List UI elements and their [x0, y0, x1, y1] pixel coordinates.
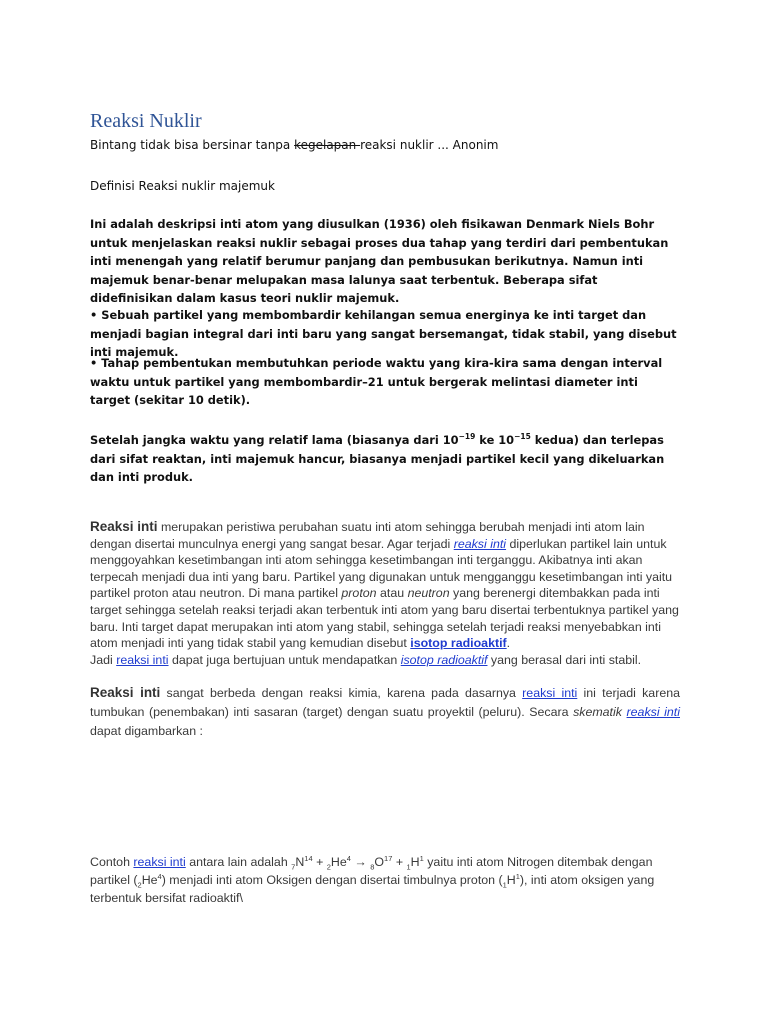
element-symbol: He [141, 873, 158, 887]
text: diperlukan partikel lain untuk menggoyahkan kesetimbangan inti atom sehingga kesetimbangan inti terganggu. Akibatnya inti akan terpecah menjadi dua inti yang baru. Partikel yang digunakan untuk mengganggu kesetimbangan inti yaitu partikel proton atau neutron. Di mana partikel [90, 536, 673, 601]
decay-text: ke 10 [475, 433, 515, 447]
text-italic: proton [341, 586, 377, 601]
text: . [506, 636, 511, 651]
bullet-item-1: • Sebuah partikel yang membombardir kehilangan semua energinya ke inti target dan menjadi bagian integral dari inti baru yang sangat bersemangat, tidak stabil, yang disebut inti majemuk. [90, 308, 677, 359]
reaksi-inti-paragraph-1 [90, 519, 680, 668]
superscript: 17 [384, 853, 393, 863]
element-symbol: O [374, 855, 385, 869]
text-italic: skematik [573, 705, 622, 719]
reaksi-inti-link[interactable]: reaksi inti [522, 686, 578, 700]
text: merupakan peristiwa perubahan suatu inti atom sehingga berubah menjadi inti atom lain dengan disertai munculnya energi yang sangat besar. Agar terjadi [90, 520, 645, 551]
struck-word: kegelapan [294, 138, 361, 152]
text: ini terjadi karena tumbukan (penembakan) inti sasaran (target) dengan suatu proyektil (peluru). Secara [90, 686, 680, 719]
text-italic: neutron [407, 586, 450, 601]
reaksi-inti-link[interactable]: reaksi inti [626, 705, 680, 719]
quote-line [90, 136, 680, 155]
text: atau [376, 586, 408, 601]
quote-author: reaksi nuklir ... Anonim [360, 138, 499, 152]
subscript: 1 [502, 880, 507, 890]
text: antara lain adalah [185, 855, 292, 869]
subscript: 7 [291, 862, 296, 872]
quote-text: Bintang tidak bisa bersinar tanpa [90, 138, 295, 152]
reaksi-inti-link[interactable]: reaksi inti [453, 536, 507, 551]
definition-heading: Definisi Reaksi nuklir majemuk [90, 179, 275, 193]
text: + [312, 855, 327, 869]
text: Jadi [90, 652, 117, 667]
text: dapat juga bertujuan untuk mendapatkan [168, 652, 401, 667]
isotop-radioaktif-link[interactable]: isotop radioaktif [410, 636, 507, 651]
contoh-reaksi-paragraph [90, 853, 680, 907]
element-symbol: N [295, 855, 305, 869]
reaksi-inti-paragraph-2 [90, 683, 680, 741]
subscript: 2 [137, 880, 142, 890]
intro-paragraph: Ini adalah deskripsi inti atom yang diusulkan (1936) oleh fisikawan Denmark Niels Bohr untuk menjelaskan reaksi nuklir sebagai proses dua tahap yang terdiri dari pembentukan inti menengah yang relatif berumur panjang dan pembusukan berikutnya. Namun inti majemuk benar-benar melupakan masa lalunya saat terbentuk. Beberapa sifat didefinisikan dalam kasus teori nuklir majemuk. [90, 217, 669, 305]
text: yang berenergi ditembakkan pada inti target sehingga setelah reaksi terjadi akan terbentuk inti atom yang baru disertai terbentuknya partikel yang baru. Inti target dapat merupakan inti atom yang stabil, sehingga setelah terjadi reaksi menyebabkan inti atom menjadi inti yang tidak stabil yang kemudian disebut [90, 586, 679, 651]
subscript: 8 [370, 862, 375, 872]
text: yang berasal dari inti stabil. [487, 652, 642, 667]
text: yaitu inti atom Nitrogen ditembak dengan partikel ( [90, 855, 653, 887]
term: Reaksi inti [90, 519, 158, 534]
element-symbol: He [330, 855, 347, 869]
text: + [392, 855, 407, 869]
isotop-radioaktif-link[interactable]: isotop radioaktif [400, 652, 488, 667]
subscript: 2 [326, 862, 331, 872]
element-symbol: H [410, 855, 420, 869]
decay-text: kedua) dan terlepas dari sifat reaktan, inti majemuk hancur, biasanya menjadi partikel kecil yang dikeluarkan dan inti produk. [90, 433, 665, 484]
exponent: −15 [514, 432, 531, 442]
subscript: 1 [406, 862, 411, 872]
arrow: → [350, 855, 371, 869]
superscript: 1 [515, 871, 520, 881]
superscript: 4 [346, 853, 351, 863]
bullet-item-2: • Tahap pembentukan membutuhkan periode waktu yang kira-kira sama dengan interval waktu untuk partikel yang membombardir–21 untuk bergerak melintasi diameter inti target (sekitar 10 detik). [90, 356, 663, 407]
exponent: −19 [458, 432, 476, 442]
superscript: 1 [419, 853, 424, 863]
text: ) menjadi inti atom Oksigen dengan disertai timbulnya proton ( [161, 873, 503, 887]
superscript: 14 [304, 853, 313, 863]
term: Reaksi inti [90, 685, 161, 700]
text: sangat berbeda dengan reaksi kimia, karena pada dasarnya [160, 686, 523, 700]
reaksi-inti-link[interactable]: reaksi inti [133, 855, 186, 869]
text: ), inti atom oksigen yang terbentuk bersifat radioaktif\ [90, 873, 655, 905]
element-symbol: H [506, 873, 516, 887]
page-title: Reaksi Nuklir [90, 110, 202, 132]
superscript: 4 [157, 871, 162, 881]
text: Contoh [90, 855, 134, 869]
reaksi-inti-link[interactable]: reaksi inti [116, 652, 169, 667]
decay-text: Setelah jangka waktu yang relatif lama (biasanya dari 10 [90, 433, 459, 447]
decay-paragraph [90, 431, 680, 487]
text: dapat digambarkan : [90, 724, 203, 738]
